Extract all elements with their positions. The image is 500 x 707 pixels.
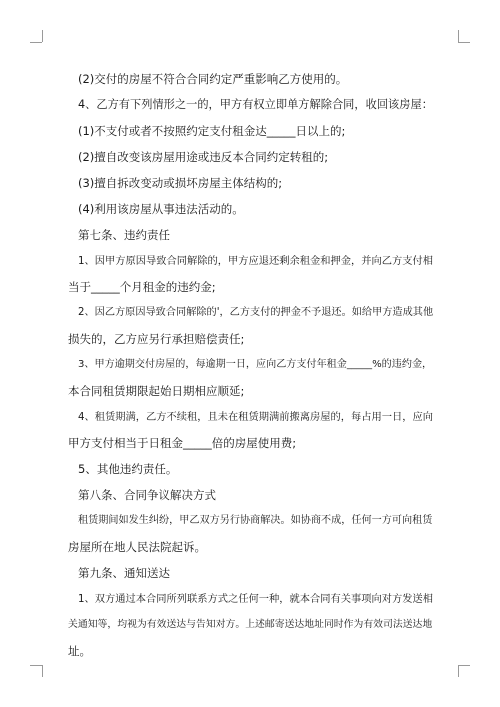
- clause-line: 3、甲方逾期交付房屋的，每逾期一日，应向乙方支付年租金_____%的违约金，: [78, 359, 433, 370]
- clause-line: 4、乙方有下列情形之一的，甲方有权立即单方解除合同，收回该房屋：: [78, 98, 433, 111]
- crop-mark: [42, 30, 43, 42]
- clause-line: 址。: [68, 644, 91, 658]
- clause-line: 1、因甲方原因导致合同解除的，甲方应退还剩余租金和押金，并向乙方支付相: [78, 255, 434, 267]
- clause-line: (2)擅自改变该房屋用途或违反本合同约定转租的;: [78, 150, 329, 164]
- section-heading: 第七条、违约责任: [78, 228, 170, 242]
- crop-mark: [458, 665, 470, 666]
- crop-mark: [458, 665, 459, 677]
- clause-line: (4)利用该房屋从事违法活动的。: [78, 202, 244, 216]
- clause-line: 关通知等，均视为有效送达与告知对方。上述邮寄送达地址同时作为有效司法送达地: [68, 619, 433, 630]
- clause-line: (2)交付的房屋不符合合同约定严重影响乙方使用的。: [78, 72, 348, 86]
- clause-line: 本合同租赁期限起始日期相应顺延;: [68, 384, 245, 398]
- clause-line: 当于_____个月租金的违约金;: [68, 280, 216, 294]
- clause-line: 1、双方通过本合同所列联系方式之任何一种，就本合同有关事项向对方发送相: [78, 593, 434, 605]
- clause-line: (3)擅自拆改变动或损坏房屋主体结构的;: [78, 176, 283, 190]
- clause-line: 损失的，乙方应另行承担赔偿责任;: [68, 332, 245, 346]
- clause-line: (1)不支付或者不按照约定支付租金达_____日以上的;: [78, 124, 346, 138]
- crop-mark: [30, 42, 42, 43]
- crop-mark: [42, 665, 43, 677]
- clause-line: 4、租赁期满，乙方不续租，且未在租赁期满前搬离房屋的，每占用一日，应向: [78, 411, 434, 423]
- clause-line: 2、因乙方原因导致合同解除的'，乙方支付的押金不予退还。如给甲方造成其他: [78, 307, 434, 318]
- section-heading: 第九条、通知送达: [78, 566, 170, 580]
- clause-line: 租赁期间如发生纠纷，甲乙双方另行协商解决。如协商不成，任何一方可向租赁: [78, 515, 433, 526]
- clause-line: 甲方支付相当于日租金_____倍的房屋使用费;: [68, 436, 297, 450]
- crop-mark: [30, 665, 42, 666]
- document-body: [68, 66, 433, 664]
- crop-mark: [458, 42, 470, 43]
- crop-mark: [458, 30, 459, 42]
- clause-line: 5、其他违约责任。: [78, 462, 178, 476]
- clause-line: 房屋所在地人民法院起诉。: [68, 540, 206, 554]
- section-heading: 第八条、合同争议解决方式: [78, 488, 216, 502]
